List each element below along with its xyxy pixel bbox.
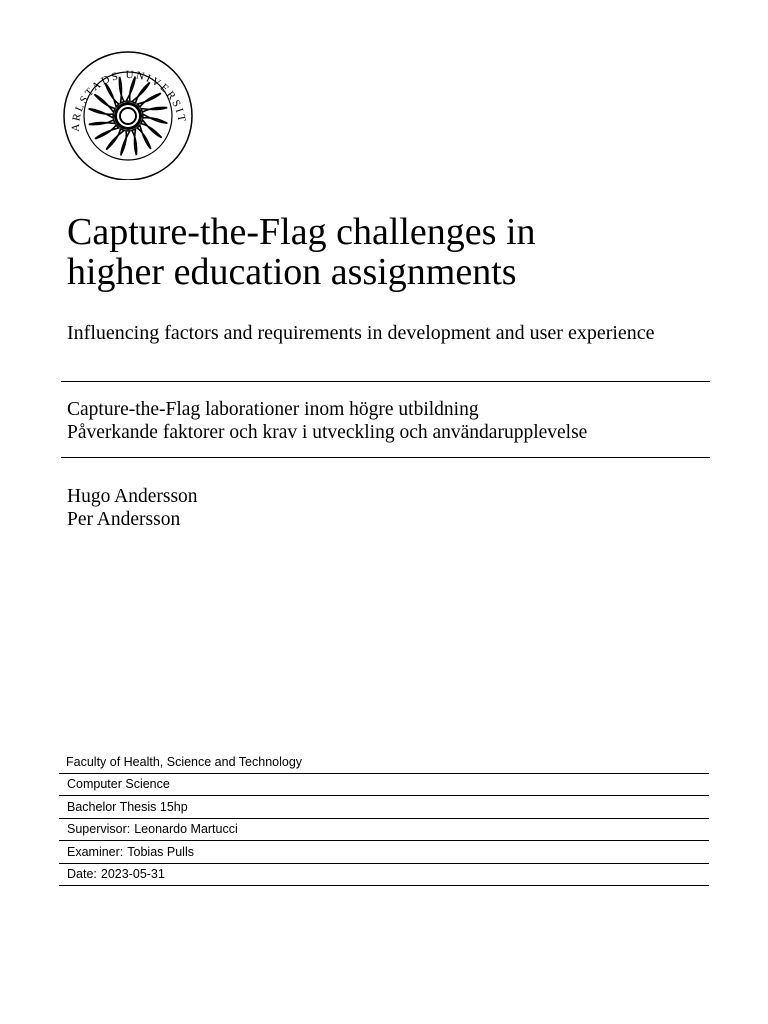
date-value: 2023-05-31 bbox=[100, 867, 165, 882]
meta-faculty-row bbox=[59, 751, 709, 774]
sun-ray bbox=[95, 125, 119, 139]
author-1: Hugo Andersson bbox=[67, 486, 198, 507]
sun-ray bbox=[143, 114, 167, 123]
meta-subject-row bbox=[59, 774, 709, 797]
examiner-label: Examiner: bbox=[67, 844, 124, 859]
sun-ray bbox=[105, 83, 119, 107]
divider-bottom bbox=[61, 457, 710, 458]
supervisor-label: Supervisor: bbox=[67, 822, 131, 837]
meta-supervisor-row bbox=[59, 819, 709, 842]
date-label: Date: bbox=[67, 867, 97, 882]
sun-ray bbox=[121, 131, 130, 155]
sun-ray bbox=[141, 107, 167, 112]
title-line-1: Capture-the-Flag challenges in bbox=[67, 211, 536, 253]
meta-thesis-row bbox=[59, 796, 709, 819]
subject-value: Computer Science bbox=[67, 777, 170, 792]
sun-ray bbox=[89, 109, 113, 118]
meta-date-row bbox=[59, 864, 709, 887]
authors bbox=[67, 485, 198, 531]
sun-ray bbox=[89, 120, 115, 125]
thesis-subtitle: Influencing factors and requirements in development and user experience bbox=[67, 322, 655, 344]
examiner-value: Tobias Pulls bbox=[127, 844, 194, 859]
divider-top bbox=[61, 381, 710, 382]
faculty-value: Faculty of Health, Science and Technology bbox=[66, 754, 303, 769]
sun-ray bbox=[137, 125, 151, 149]
swedish-title: Capture-the-Flag laborationer inom högre utbildning bbox=[67, 399, 479, 420]
thesis-type-value: Bachelor Thesis 15hp bbox=[67, 799, 188, 814]
sun-ray bbox=[132, 129, 137, 155]
sun-ray bbox=[137, 93, 161, 107]
thesis-metadata-table bbox=[59, 751, 709, 886]
swedish-title-block bbox=[67, 398, 707, 444]
swedish-subtitle: Påverkande faktorer och krav i utveckling och användarupplevelse bbox=[67, 422, 588, 443]
thesis-title bbox=[67, 212, 727, 292]
seal-text: ARLSTADS UNIVERSIT bbox=[69, 68, 188, 132]
title-line-2: higher education assignments bbox=[67, 251, 517, 293]
supervisor-value: Leonardo Martucci bbox=[134, 822, 238, 837]
university-seal bbox=[57, 50, 197, 180]
sun-seal-icon bbox=[57, 50, 197, 180]
meta-examiner-row bbox=[59, 841, 709, 864]
author-2: Per Andersson bbox=[67, 509, 181, 530]
